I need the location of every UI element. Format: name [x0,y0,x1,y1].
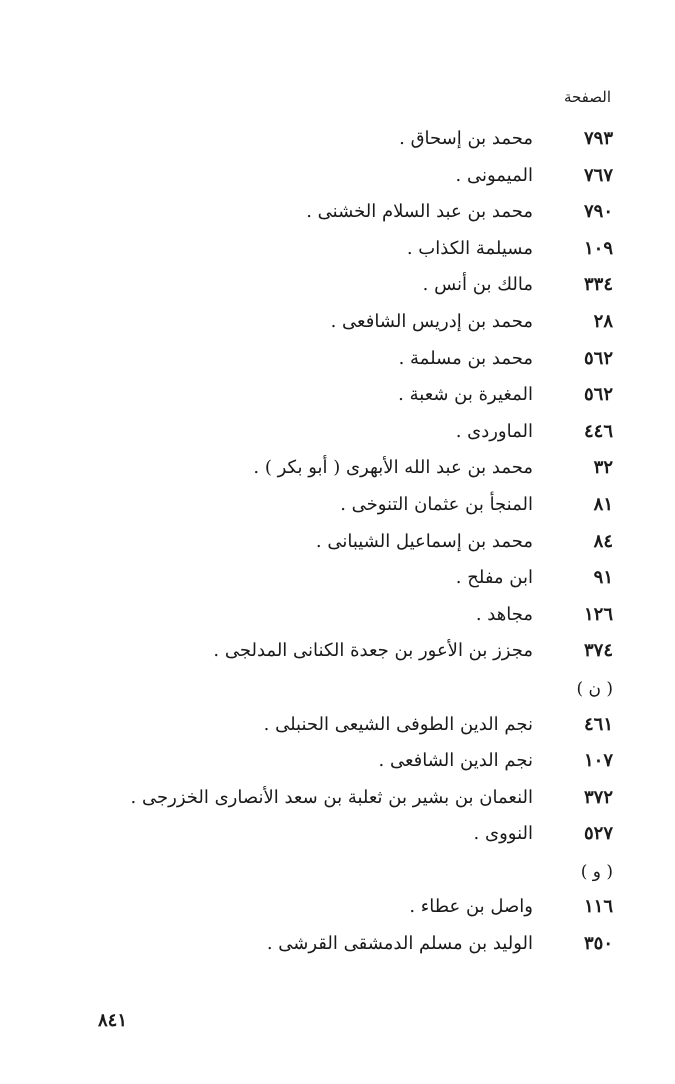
entry-name: محمد بن عبد السلام الخشنى . [306,201,533,223]
entry-page-number: ٣٧٤ [583,640,613,662]
section-heading-row [0,856,675,893]
entry-page-number: ٩١ [593,567,613,589]
index-entry [0,490,675,527]
entry-page-number: ٢٨ [593,310,613,332]
index-entry [0,380,675,417]
entry-name: الوليد بن مسلم الدمشقى القرشى . [266,933,533,955]
entry-name: محمد بن إدريس الشافعى . [330,310,533,332]
entry-page-number: ٤٤٦ [583,420,613,442]
entry-page-number: ٣٥٠ [583,933,613,955]
page-column-header: الصفحة [563,88,611,106]
entry-name: مجاهد . [475,603,533,625]
entry-page-number: ٤٦١ [583,713,613,735]
index-entry [0,929,675,966]
entry-page-number: ١١٦ [583,896,613,918]
index-entry [0,270,675,307]
entry-page-number: ٧٦٧ [583,164,613,186]
entry-name: المنجأ بن عثمان التنوخى . [340,493,533,515]
index-entry [0,783,675,820]
entry-name: مالك بن أنس . [422,274,533,296]
entry-name: محمد بن إسماعيل الشيبانى . [315,530,533,552]
entry-name: نجم الدين الشافعى . [378,750,533,772]
index-entry [0,819,675,856]
entry-name: واصل بن عطاء . [409,896,533,918]
entry-page-number: ١٠٩ [583,237,613,259]
index-entry [0,527,675,564]
index-entry [0,453,675,490]
index-entries [0,124,675,966]
entry-name: الميمونى . [455,164,533,186]
page-number: ٨٤١ [98,1010,128,1031]
index-entry [0,124,675,161]
index-entry [0,197,675,234]
entry-name: النعمان بن بشير بن ثعلبة بن سعد الأنصارى الخزرجى . [130,786,533,808]
index-entry [0,892,675,929]
index-entry [0,746,675,783]
entry-page-number: ٣٢ [593,457,613,479]
entry-page-number: ١٠٧ [583,750,613,772]
index-entry [0,344,675,381]
entry-name: مجزز بن الأعور بن جعدة الكنانى المدلجى . [213,640,533,662]
index-entry [0,710,675,747]
index-entry [0,563,675,600]
section-letter: ( و ) [580,861,613,882]
entry-name: محمد بن مسلمة . [398,347,533,369]
entry-page-number: ١٢٦ [583,603,613,625]
index-entry [0,636,675,673]
entry-page-number: ٧٩٣ [583,128,613,149]
entry-name: محمد بن عبد الله الأبهرى ( أبو بكر ) . [253,457,533,479]
index-entry [0,307,675,344]
section-heading-row [0,673,675,710]
entry-page-number: ٣٣٤ [583,274,613,296]
section-letter: ( ن ) [576,678,613,699]
entry-name: محمد بن إسحاق . [399,128,533,149]
entry-name: الماوردى . [455,420,533,442]
entry-name: النووى . [473,823,533,845]
index-entry [0,417,675,454]
entry-page-number: ٥٦٢ [583,347,613,369]
index-entry [0,600,675,637]
entry-name: ابن مفلح . [455,567,533,589]
index-entry [0,161,675,198]
entry-name: المغيرة بن شعبة . [398,384,533,406]
entry-name: مسيلمة الكذاب . [406,237,533,259]
entry-page-number: ٨١ [593,493,613,515]
index-entry [0,234,675,271]
entry-name: نجم الدين الطوفى الشيعى الحنبلى . [263,713,533,735]
entry-page-number: ٧٩٠ [583,201,613,223]
entry-page-number: ٨٤ [593,530,613,552]
entry-page-number: ٥٦٢ [583,384,613,406]
entry-page-number: ٥٢٧ [583,823,613,845]
entry-page-number: ٣٧٢ [583,786,613,808]
